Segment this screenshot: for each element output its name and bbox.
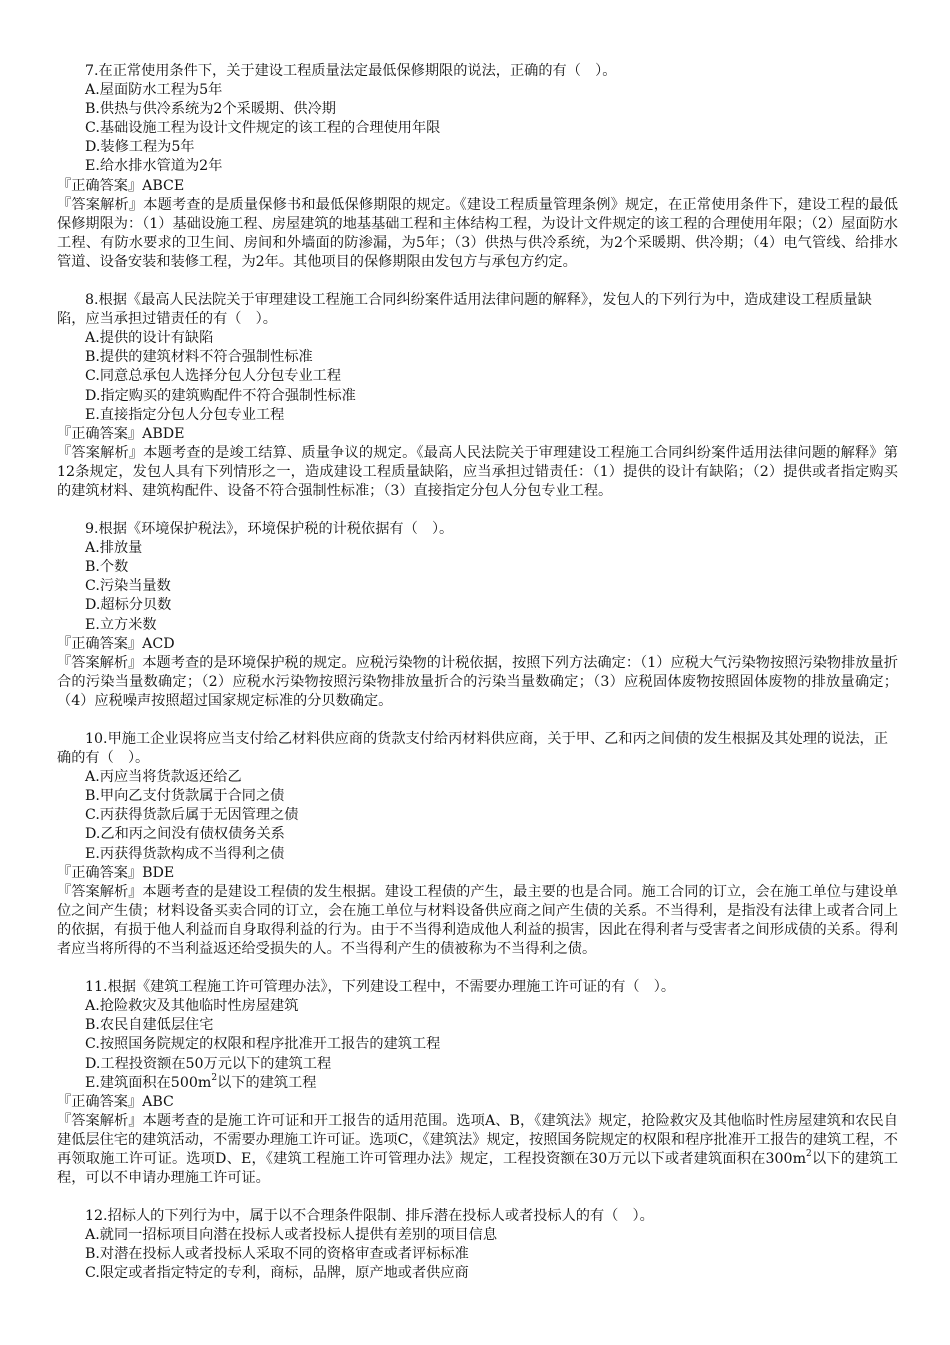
option-e-text-end: 以下的建筑工程: [217, 1074, 317, 1091]
option-a: A.提供的设计有缺陷: [85, 330, 214, 347]
answer-explanation: 『答案解析』本题考查的是质量保修书和最低保修期限的规定。《建设工程质量管理条例》规定，在正常使用条件下，建设工程的最低保修期限为：（1）基础设施工程、房屋建筑的地基基础工程和主体结构工程，为设计文件规定的该工程的合理使用年限；（2）屋面防水工程、有防水要求的卫生间、房间和外墙面的防渗漏，为5年；（3）供热与供冷系统，为2个采暖期、供冷期；（4）电气管线、给排水管道、设备安装和装修工程，为2年。其他项目的保修期限由发包方与承包方约定。: [57, 196, 898, 270]
option-d: D.乙和丙之间没有债权债务关系: [85, 826, 285, 843]
option-b: B.甲向乙支付货款属于合同之债: [85, 788, 285, 805]
option-c: C.污染当量数: [85, 578, 171, 595]
option-c: C.基础设施工程为设计文件规定的该工程的合理使用年限: [85, 120, 441, 137]
answer-explanation: 『答案解析』本题考查的是建设工程债的发生根据。建设工程债的产生，最主要的也是合同。施工合同的订立，会在施工单位与建设单位之间产生债；材料设备买卖合同的订立，会在施工单位与材料设备供应商之间产生债的关系。不当得利，是指没有法律上或者合同上的依据，有损于他人利益而自身取得利益的行为。由于不当得利造成他人利益的损害，因此在得利者与受害者之间形成债的关系。得利者应当将所得的不当利益返还给受损失的人。不当得利产生的债被称为不当得利之债。: [57, 883, 898, 958]
question-8: [57, 291, 898, 501]
option-c: C.按照国务院规定的权限和程序批准开工报告的建筑工程: [85, 1036, 441, 1053]
question-12: [57, 1207, 898, 1283]
option-a: A.就同一招标项目向潜在投标人或者投标人提供有差别的项目信息: [85, 1227, 498, 1244]
correct-answer: 『正确答案』ABC: [57, 1093, 174, 1110]
question-stem: 10.甲施工企业误将应当支付给乙材料供应商的货款支付给丙材料供应商，关于甲、乙和丙之间债的发生根据及其处理的说法，正确的有（ ）。: [57, 731, 888, 767]
option-e: [57, 1074, 898, 1093]
option-e: E.丙获得货款构成不当得利之债: [85, 845, 285, 862]
explanation-text-end: 以下的建筑工程，可以不申请办理施工许可证。: [57, 1150, 898, 1187]
option-d: D.装修工程为5年: [85, 139, 195, 156]
question-10: [57, 730, 898, 959]
option-d: D.超标分贝数: [85, 597, 172, 614]
option-a: A.抢险救灾及其他临时性房屋建筑: [85, 998, 299, 1015]
option-b: B.个数: [85, 559, 129, 576]
option-b: B.对潜在投标人或者投标人采取不同的资格审查或者评标标准: [85, 1246, 469, 1263]
question-7: [57, 62, 898, 272]
correct-answer: 『正确答案』ABDE: [57, 425, 185, 442]
option-e: E.立方米数: [85, 616, 157, 633]
option-a: A.屋面防水工程为5年: [85, 82, 223, 99]
question-stem: 11.根据《建筑工程施工许可管理办法》，下列建设工程中，不需要办理施工许可证的有（ ）。: [85, 979, 676, 996]
question-stem: 8.根据《最高人民法院关于审理建设工程施工合同纠纷案件适用法律问题的解释》，发包人的下列行为中，造成建设工程质量缺陷，应当承担过错责任的有（ ）。: [57, 292, 872, 328]
option-e-text: E.建筑面积在500m: [85, 1074, 212, 1091]
option-c: C.丙获得货款后属于无因管理之债: [85, 807, 299, 824]
option-c: C.限定或者指定特定的专利，商标，品牌，原产地或者供应商: [85, 1265, 469, 1282]
answer-explanation: [57, 1112, 898, 1188]
option-c: C.同意总承包人选择分包人分包专业工程: [85, 368, 342, 385]
question-11: [57, 978, 898, 1188]
answer-explanation: 『答案解析』本题考查的是环境保护税的规定。应税污染物的计税依据，按照下列方法确定：（1）应税大气污染物按照污染物排放量折合的污染当量数确定；（2）应税水污染物按照污染物排放量折合的污染当量数确定；（3）应税固体废物按照固体废物的排放量确定；（4）应税噪声按照超过国家规定标准的分贝数确定。: [57, 654, 898, 709]
question-9: [57, 520, 898, 711]
question-stem: 9.根据《环境保护税法》，环境保护税的计税依据有（ ）。: [85, 521, 454, 538]
option-d: D.指定购买的建筑购配件不符合强制性标准: [85, 387, 356, 404]
option-b: B.农民自建低层住宅: [85, 1017, 214, 1034]
option-a: A.排放量: [85, 540, 143, 557]
option-e: E.给水排水管道为2年: [85, 158, 223, 175]
correct-answer: 『正确答案』BDE: [57, 864, 175, 881]
question-stem: 7.在正常使用条件下，关于建设工程质量法定最低保修期限的说法，正确的有（ ）。: [85, 63, 617, 79]
explanation-text: 『答案解析』本题考查的是施工许可证和开工报告的适用范围。选项A、B，《建筑法》规定，抢险救灾及其他临时性房屋建筑和农民自建低层住宅的建筑活动，不需要办理施工许可证。选项C，《建筑法》规定，按照国务院规定的权限和程序批准开工报告的建筑工程，不再领取施工许可证。选项D、E，《建筑工程施工许可管理办法》规定，工程投资额在30万元以下或者建筑面积在300m: [57, 1112, 898, 1167]
question-stem: 12.招标人的下列行为中，属于以不合理条件限制、排斥潜在投标人或者投标人的有（ ）。: [85, 1208, 654, 1225]
option-b: B.提供的建筑材料不符合强制性标准: [85, 349, 313, 366]
option-b: B.供热与供冷系统为2个采暖期、供冷期: [85, 101, 336, 118]
answer-explanation: 『答案解析』本题考查的是竣工结算、质量争议的规定。《最高人民法院关于审理建设工程施工合同纠纷案件适用法律问题的解释》第12条规定，发包人具有下列情形之一，造成建设工程质量缺陷，应当承担过错责任：（1）提供的设计有缺陷；（2）提供或者指定购买的建筑材料、建筑构配件、设备不符合强制性标准；（3）直接指定分包人分包专业工程。: [57, 444, 898, 499]
correct-answer: 『正确答案』ABCE: [57, 177, 185, 194]
correct-answer: 『正确答案』ACD: [57, 635, 175, 652]
option-e: E.直接指定分包人分包专业工程: [85, 406, 285, 423]
option-d: D.工程投资额在50万元以下的建筑工程: [85, 1055, 332, 1072]
superscript: 2: [806, 1149, 812, 1160]
option-a: A.丙应当将货款返还给乙: [85, 769, 242, 786]
superscript: 2: [211, 1072, 218, 1083]
